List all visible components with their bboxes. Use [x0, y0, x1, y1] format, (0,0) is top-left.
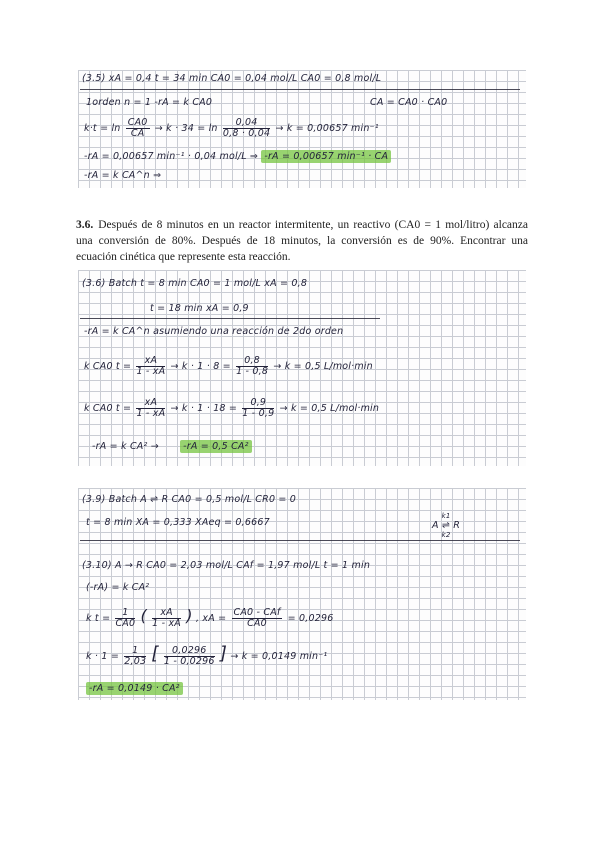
highlighted-result: -rA = 0,5 CA²: [180, 440, 252, 453]
underline: [80, 540, 520, 541]
fraction-numerator: 0,8: [236, 356, 268, 367]
equation-line: [84, 151, 391, 162]
equation-text: k CA0 t =: [84, 403, 132, 414]
note-line: CA = CA0 · CA0: [370, 97, 448, 108]
highlighted-result: -rA = 0,0149 · CA²: [86, 682, 183, 695]
equation-text: , xA =: [195, 613, 227, 624]
equation-text: → k · 34 = ln: [154, 123, 218, 134]
bracket-open: [: [151, 643, 159, 664]
fraction-numerator: 1: [124, 646, 146, 657]
equation-text: → k · 1 · 18 =: [170, 403, 238, 414]
fraction: [136, 398, 165, 419]
equilibrium-scheme: [432, 512, 460, 539]
problem-text: Después de 8 minutos en un reactor intermitente, un reactivo (CA0 = 1 mol/litro) alcanza una conversión de 80%. Después de 18 minutos, la conversión es de 90%. Encontrar una ecuación cinética que represente esta reacción.: [76, 219, 528, 263]
fraction-denominator: CA0: [115, 618, 136, 629]
equation-text: → k = 0,5 L/mol·min: [273, 361, 373, 372]
paren-open: (: [140, 606, 147, 625]
equation-text: k t =: [86, 613, 111, 624]
fraction: [223, 118, 270, 139]
note-line: (-rA) = k CA²: [86, 582, 150, 593]
fraction: [232, 608, 283, 629]
fraction-denominator: 1 - 0,9: [242, 408, 275, 419]
equation-line: [86, 683, 183, 694]
equation-text: → k = 0,0149 min⁻¹: [230, 651, 328, 662]
fraction-denominator: CA0: [247, 618, 267, 629]
fraction-numerator: 0,0296: [164, 646, 215, 657]
equation-line: [84, 356, 373, 377]
equation-line: [84, 398, 379, 419]
fraction-denominator: 1 - 0,0296: [163, 656, 215, 667]
fraction-numerator: xA: [136, 398, 165, 409]
note-line: (3.6) Batch t = 8 min CA0 = 1 mol/L xA = 0,8: [82, 278, 308, 289]
fraction: [126, 118, 150, 139]
rate-constant-forward: k1: [441, 512, 451, 520]
highlighted-result: -rA = 0,00657 min⁻¹ · CA: [261, 150, 391, 163]
fraction-denominator: 1 - 0,8: [236, 366, 269, 377]
bracket-close: ]: [219, 643, 228, 664]
equation-text: → k = 0,00657 min⁻¹: [275, 123, 379, 134]
fraction-denominator: 2,03: [124, 656, 147, 667]
problem-statement: [76, 217, 528, 265]
fraction: [242, 398, 274, 419]
fraction-numerator: xA: [136, 356, 165, 367]
note-line: -rA = k CA^n ⇒: [84, 170, 162, 181]
underline: [80, 89, 520, 90]
equation-text: = 0,0296: [287, 613, 334, 624]
fraction: [164, 646, 215, 667]
equation-line: [92, 441, 252, 452]
underline: [80, 318, 380, 319]
note-line: (3.5) xA = 0,4 t = 34 min CA0 = 0,04 mol/L CA0 = 0,8 mol/L: [82, 73, 382, 84]
fraction-numerator: 0,9: [242, 398, 274, 409]
note-line: (3.9) Batch A ⇌ R CA0 = 0,5 mol/L CR0 = 0: [82, 494, 297, 505]
fraction-numerator: xA: [152, 608, 181, 619]
note-line: 1orden n = 1 -rA = k CA0: [86, 97, 213, 108]
equation-text: k · 1 =: [86, 651, 119, 662]
rate-constant-reverse: k2: [441, 531, 451, 539]
paren-close: ): [186, 606, 193, 625]
fraction-numerator: CA0: [127, 117, 148, 128]
equation-text: -rA = k CA² →: [92, 441, 159, 452]
equation-line: [86, 643, 327, 667]
equilibrium-reaction: A ⇌ R: [432, 520, 461, 531]
fraction-numerator: 1: [115, 608, 135, 619]
fraction: [236, 356, 268, 377]
fraction-denominator: CA: [130, 128, 145, 139]
fraction: [136, 356, 165, 377]
fraction: [152, 608, 181, 629]
equation-text: → k = 0,5 L/mol·min: [279, 403, 380, 414]
note-line: (3.10) A → R CA0 = 2,03 mol/L CAf = 1,97 mol/L t = 1 min: [82, 560, 371, 571]
equation-text: -rA = 0,00657 min⁻¹ · 0,04 mol/L ⇒: [84, 151, 259, 162]
fraction-numerator: CA0 - CAf: [233, 607, 281, 618]
problem-number: 3.6.: [76, 219, 94, 231]
fraction-denominator: 0,8 · 0,04: [222, 128, 271, 139]
fraction-denominator: 1 - xA: [136, 366, 166, 377]
fraction: [124, 646, 146, 667]
fraction-denominator: 1 - xA: [136, 408, 166, 419]
fraction-numerator: 0,04: [223, 118, 270, 129]
equation-text: k·t = ln: [84, 123, 121, 134]
note-line: t = 18 min xA = 0,9: [150, 303, 249, 314]
note-line: t = 8 min XA = 0,333 XAeq = 0,6667: [86, 517, 270, 528]
note-line: -rA = k CA^n asumiendo una reacción de 2do orden: [84, 326, 344, 337]
equation-line: [86, 606, 334, 629]
equation-text: k CA0 t =: [84, 361, 132, 372]
equation-line: [84, 118, 379, 139]
equation-text: → k · 1 · 8 =: [170, 361, 231, 372]
fraction-denominator: 1 - xA: [152, 618, 182, 629]
fraction: [115, 608, 135, 629]
